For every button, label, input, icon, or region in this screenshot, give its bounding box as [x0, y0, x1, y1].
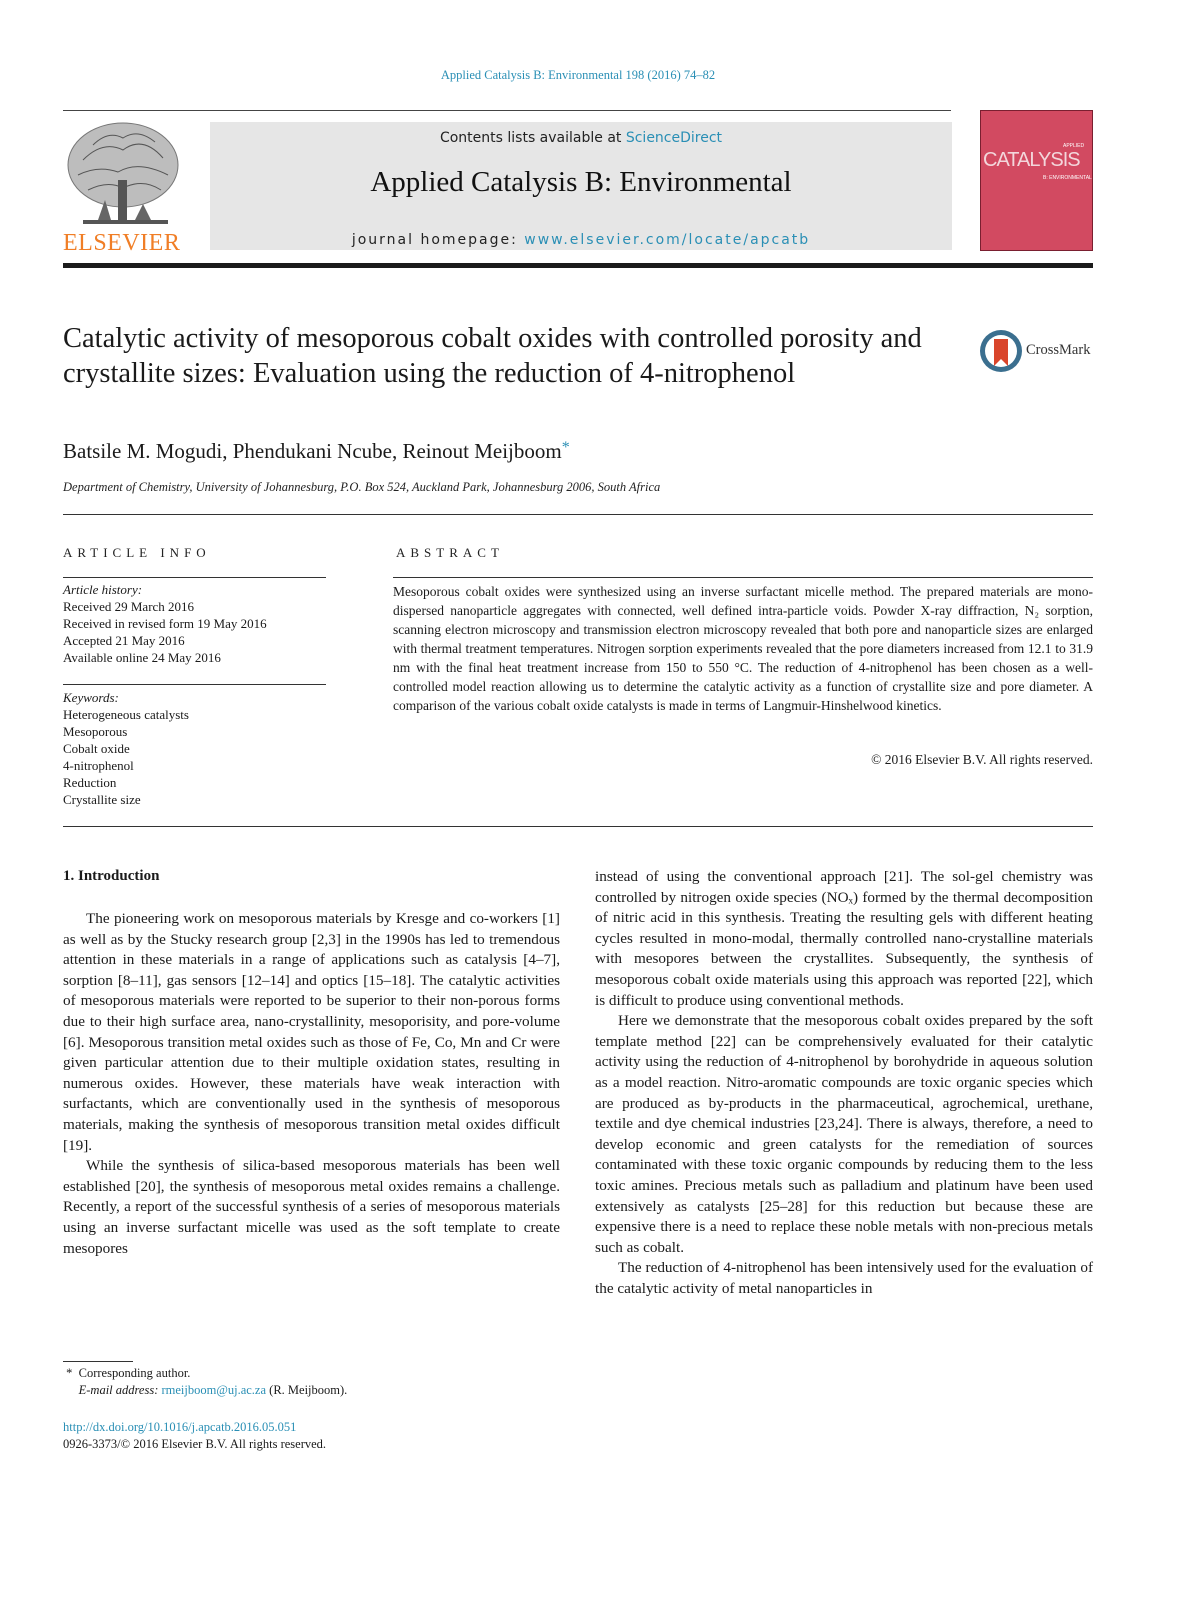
divider	[393, 577, 1093, 578]
keyword: 4-nitrophenol	[63, 758, 134, 773]
doi-link[interactable]: http://dx.doi.org/10.1016/j.apcatb.2016.05.051	[63, 1420, 297, 1434]
body-column-right	[595, 867, 1093, 1299]
publisher-name: ELSEVIER	[63, 230, 181, 256]
email-line	[63, 1382, 347, 1399]
affiliation: Department of Chemistry, University of Johannesburg, P.O. Box 524, Auckland Park, Johannesburg 2006, South Africa	[63, 480, 661, 494]
email-link[interactable]: rmeijboom@uj.ac.za	[161, 1383, 267, 1397]
divider	[63, 684, 326, 685]
homepage-line	[210, 232, 952, 248]
homepage-prefix: journal homepage:	[351, 232, 525, 248]
cover-title: CATALYSIS	[983, 149, 1080, 171]
header-rule	[63, 110, 951, 111]
footnote-line	[63, 1365, 347, 1382]
abstract-copyright: © 2016 Elsevier B.V. All rights reserved.	[871, 752, 1093, 767]
footnote	[63, 1365, 347, 1399]
journal-citation[interactable]: Applied Catalysis B: Environmental 198 (2016) 74–82	[440, 68, 716, 82]
paragraph: The pioneering work on mesoporous materials by Kresge and co-workers [1] as well as by the Stucky research group [2,3] in the 1990s has led to tremendous attention in these materials in a range of applications such as catalysis [4–7], sorption [8–11], gas sensors [12–14] and optics [15–18]. The catalytic activities of mesoporous materials were reported to be superior to their non-porous forms due to their high surface area, nano-crystallinity, mesoporisity, and pore-volume [6]. Mesoporous transition metal oxides such as those of Fe, Co, Mn and Cr were given particular attention due to their multiple oxidation states, resulting in numerous oxides. However, these materials have weak interaction with surfactants, which are conventionally used in the synthesis of mesoporous materials, making the synthesis of mesoporous transition metal oxides difficult [19].	[63, 910, 560, 1154]
paragraph: While the synthesis of silica-based mesoporous materials has been well established [20], the synthesis of mesoporous metal oxides remains a challenge. Recently, a report of the successful synthesis of a series of mesoporous materials using an inverse surfactant micelle was used as the soft template to create mesopores	[63, 1157, 560, 1257]
divider	[63, 514, 1093, 515]
contents-line	[210, 130, 952, 146]
elsevier-tree-icon	[63, 120, 183, 230]
cover-subtitle: B: ENVIRONMENTAL	[1043, 175, 1092, 181]
keyword: Cobalt oxide	[63, 741, 130, 756]
footnote-rule	[63, 1361, 133, 1362]
footnote-mark: *	[66, 1366, 73, 1380]
keyword: Reduction	[63, 775, 117, 790]
keyword: Heterogeneous catalysts	[63, 707, 189, 722]
homepage-link[interactable]: www.elsevier.com/locate/apcatb	[524, 232, 811, 248]
keyword: Crystallite size	[63, 792, 141, 807]
contents-prefix: Contents lists available at	[439, 130, 626, 146]
author-list	[63, 439, 570, 464]
footnote-text: Corresponding author.	[78, 1366, 191, 1380]
paragraph: The reduction of 4-nitrophenol has been intensively used for the evaluation of the catalytic activity of metal nanoparticles in	[595, 1259, 1093, 1297]
history-label: Article history:	[63, 582, 143, 597]
doi-block	[63, 1419, 326, 1453]
body-column-left	[63, 909, 560, 1259]
journal-cover-image[interactable]	[980, 110, 1093, 251]
crossmark-label: CrossMark	[1026, 342, 1091, 358]
crossmark-icon	[978, 328, 1024, 374]
sciencedirect-link[interactable]: ScienceDirect	[625, 130, 723, 146]
issn-line: 0926-3373/© 2016 Elsevier B.V. All rights reserved.	[63, 1437, 327, 1451]
keywords-label: Keywords:	[63, 690, 119, 705]
abstract-heading: ABSTRACT	[396, 545, 504, 560]
keyword: Mesoporous	[63, 724, 128, 739]
cover-top-label: APPLIED	[1063, 143, 1085, 149]
journal-banner	[210, 122, 952, 250]
corresponding-author-link[interactable]: *	[561, 439, 570, 456]
article-title: Catalytic activity of mesoporous cobalt oxides with controlled porosity and crystallite sizes: Evaluation using the reduction of 4-nitrophenol	[63, 323, 922, 389]
section-heading: 1. Introduction	[63, 868, 160, 884]
authors-names: Batsile M. Mogudi, Phendukani Ncube, Reinout Meijboom	[63, 439, 562, 463]
email-label: E-mail address:	[78, 1383, 159, 1397]
abstract-text: Mesoporous cobalt oxides were synthesized using an inverse surfactant micelle method. The prepared materials are mono-dispersed nanoparticle aggregates with connected, well defined intra-particle voids. Powder X-ray diffraction, N₂ sorption, scanning electron microscopy and transmission electron microscopy revealed that both pore and nanoparticle sizes are enlarged with thermal treatment temperatures. Nitrogen sorption experiments revealed that the pore diameters increased from 12.1 to 31.9 nm with the final heat treatment increase from 150 to 550 °C. The reduction of 4-nitrophenol has been chosen as a well-controlled model reaction allowing us to determine the catalytic activity as a function of crystallite size and pore diameter. A comparison of the various cobalt oxide catalysts is made in terms of Langmuir-Hinshelwood kinetics.	[393, 584, 1093, 713]
divider	[63, 826, 1093, 827]
divider	[63, 577, 326, 578]
paragraph: instead of using the conventional approach [21]. The sol-gel chemistry was controlled by nitrogen oxide species (NOₓ) formed by the thermal decomposition of nitric acid in this synthesis. Treating the resulting gels with different heating cycles resulted in mono-modal, thermally controlled nano-crystalline materials with mesopores between the crystallites. Subsequently, the synthesis of mesoporous cobalt oxide materials using this approach was reported [22], which is difficult to produce using conventional methods.	[595, 868, 1093, 1009]
history-item: Available online 24 May 2016	[63, 650, 221, 665]
elsevier-logo[interactable]	[63, 120, 183, 255]
history-item: Accepted 21 May 2016	[63, 633, 185, 648]
article-info-heading: ARTICLE INFO	[63, 545, 211, 560]
history-item: Received in revised form 19 May 2016	[63, 616, 267, 631]
paragraph: Here we demonstrate that the mesoporous cobalt oxides prepared by the soft template method [22] can be comprehensively evaluated for their catalytic activity using the reduction of 4-nitrophenol by borohydride in aqueous solution as a model reaction. Nitro-aromatic compounds are toxic organic species which are produced as by-products in the pharmaceutical, agrochemical, urethane, textile and dye chemical industries [23,24]. There is always, therefore, a need to develop economic and green catalysts for the remediation of sources contaminated with these toxic organic compounds by reducing them to the less toxic amines. Precious metals such as palladium and platinum have been used extensively as catalysts [25–28] for this reduction but because these are expensive there is a need to replace these noble metals with non-precious metals such as cobalt.	[595, 1012, 1093, 1256]
header-thick-rule	[63, 263, 1093, 268]
article-history	[63, 581, 267, 666]
crossmark-badge[interactable]	[978, 328, 1098, 374]
journal-title: Applied Catalysis B: Environmental	[370, 166, 792, 198]
history-item: Received 29 March 2016	[63, 599, 195, 614]
keywords	[63, 689, 189, 808]
email-owner: (R. Meijboom).	[269, 1383, 348, 1397]
